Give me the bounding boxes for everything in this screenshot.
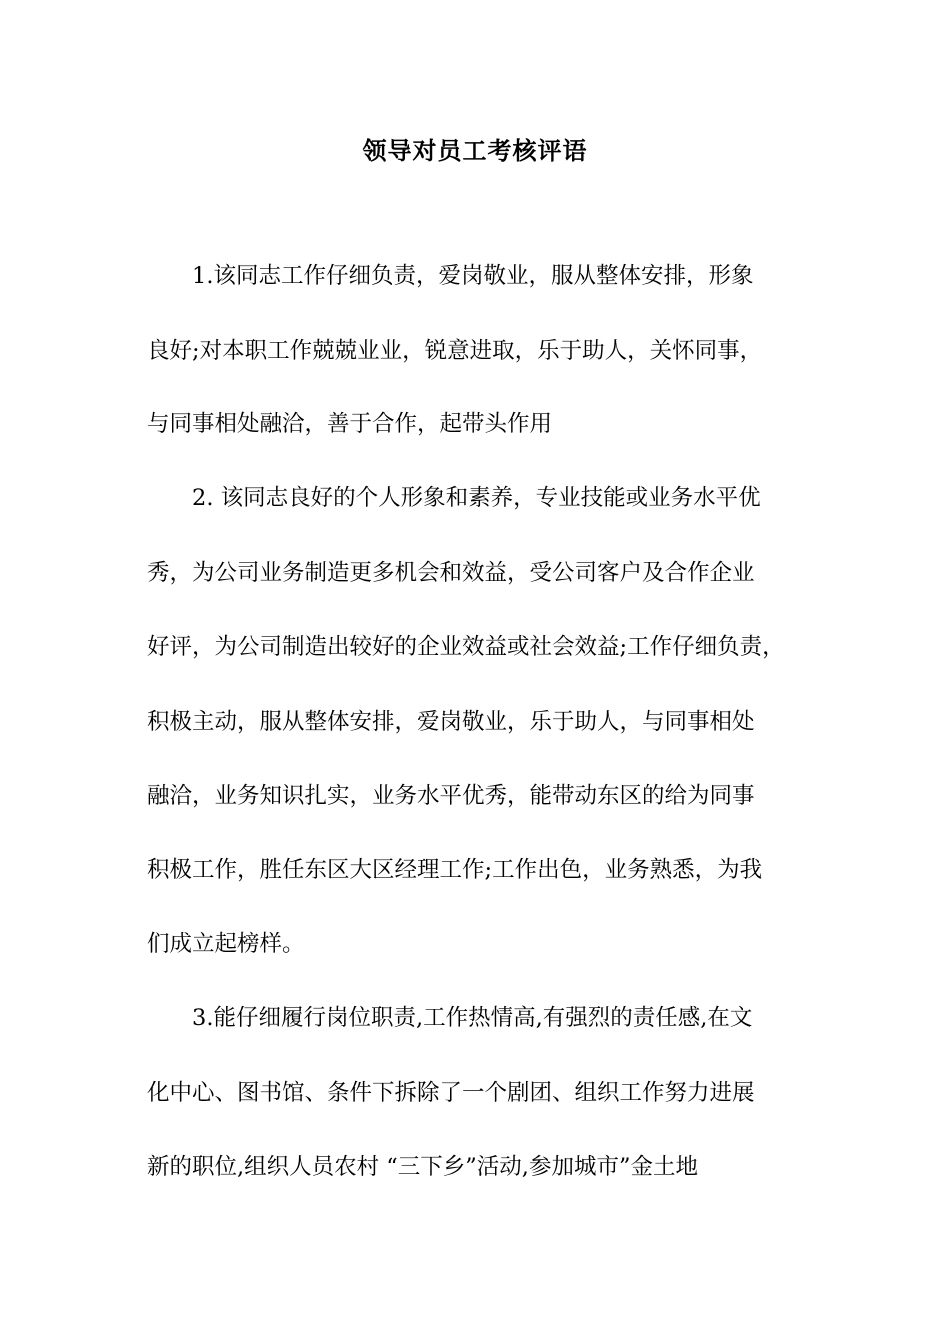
- paragraph-2-line-5: 融洽，业务知识扎实，业务水平优秀，能带动东区的给为同事: [147, 783, 755, 809]
- document-title: 领导对员工考核评语: [362, 136, 588, 165]
- paragraph-1-line-2: 良好;对本职工作兢兢业业，锐意进取，乐于助人，关怀同事，: [147, 338, 763, 364]
- paragraph-2-line-7: 们成立起榜样。: [147, 931, 305, 957]
- paragraph-1-line-1: 1.该同志工作仔细负责，爱岗敬业，服从整体安排，形象: [192, 263, 754, 289]
- paragraph-2-line-2: 秀，为公司业务制造更多机会和效益，受公司客户及合作企业: [147, 560, 755, 586]
- paragraph-3-line-3: 新的职位,组织人员农村 “三下乡”活动,参加城市”金土地: [147, 1154, 698, 1180]
- paragraph-2-line-4: 积极主动，服从整体安排，爱岗敬业，乐于助人，与同事相处: [147, 709, 755, 735]
- paragraph-2-line-6: 积极工作，胜任东区大区经理工作;工作出色，业务熟悉，为我: [147, 857, 763, 883]
- paragraph-3-line-2: 化中心、图书馆、条件下拆除了一个剧团、组织工作努力进展: [147, 1080, 755, 1106]
- paragraph-2-line-1: 2. 该同志良好的个人形象和素养，专业技能或业务水平优: [192, 485, 761, 511]
- paragraph-1-line-3: 与同事相处融洽，善于合作，起带头作用: [147, 411, 553, 437]
- paragraph-3-line-1: 3.能仔细履行岗位职责,工作热情高,有强烈的责任感,在文: [192, 1005, 753, 1031]
- paragraph-2-line-3: 好评，为公司制造出较好的企业效益或社会效益;工作仔细负责，: [147, 634, 785, 660]
